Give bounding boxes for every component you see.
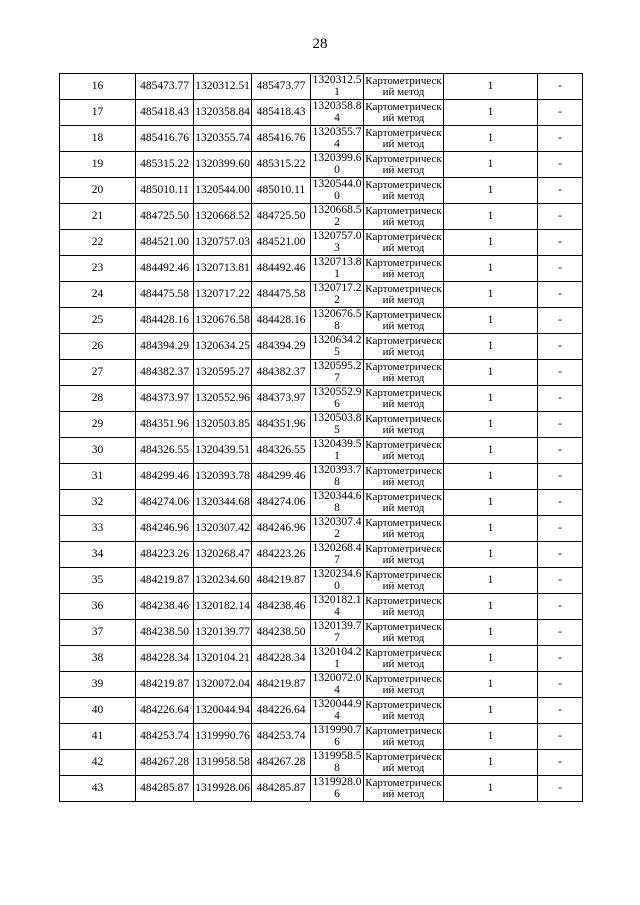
cell-x-new: 484475.58 — [252, 282, 311, 308]
cell-x-new: 485315.22 — [252, 152, 311, 178]
cell-x-new: 484219.87 — [252, 672, 311, 698]
cell-accuracy: 1 — [444, 698, 538, 724]
cell-x-existing: 484285.87 — [136, 776, 194, 802]
cell-x-new: 484326.55 — [252, 438, 311, 464]
cell-x-new: 484274.06 — [252, 490, 311, 516]
cell-y-new: 1320344.68 — [311, 490, 364, 516]
cell-y-existing: 1320595.27 — [194, 360, 252, 386]
cell-method: Картометрический метод — [365, 360, 442, 384]
cell-y-existing: 1319928.06 — [194, 776, 252, 802]
cell-method: Картометрический метод — [365, 646, 442, 670]
page-number: 28 — [312, 36, 328, 52]
cell-accuracy: 1 — [444, 282, 538, 308]
cell-accuracy: 1 — [444, 672, 538, 698]
cell-y-new: 1320268.47 — [311, 542, 364, 568]
cell-y-new: 1320713.81 — [311, 256, 364, 282]
cell-x-new: 484238.46 — [252, 594, 311, 620]
cell-x-existing: 485416.76 — [136, 126, 194, 152]
cell-y-existing: 1320399.60 — [194, 152, 252, 178]
cell-method: Картометрический метод — [365, 178, 442, 202]
cell-y-existing: 1320668.52 — [194, 204, 252, 230]
cell-method: Картометрический метод — [365, 256, 442, 280]
cell-y-new: 1320503.85 — [311, 412, 364, 438]
cell-x-new: 484223.26 — [252, 542, 311, 568]
cell-method: Картометрический метод — [365, 152, 442, 176]
table-row — [60, 490, 583, 516]
cell-accuracy: 1 — [444, 360, 538, 386]
cell-y-existing: 1319958.58 — [194, 750, 252, 776]
cell-x-new: 484228.34 — [252, 646, 311, 672]
cell-y-existing: 1320044.94 — [194, 698, 252, 724]
cell-point-number: 26 — [60, 334, 136, 360]
table-row — [60, 438, 583, 464]
cell-point-number: 27 — [60, 360, 136, 386]
cell-y-new: 1320634.25 — [311, 334, 364, 360]
cell-y-existing: 1320713.81 — [194, 256, 252, 282]
cell-method: Картометрический метод — [365, 724, 442, 748]
cell-method: Картометрический метод — [365, 412, 442, 436]
cell-x-existing: 485418.43 — [136, 100, 194, 126]
table-row — [60, 308, 583, 334]
cell-y-existing: 1320358.84 — [194, 100, 252, 126]
cell-x-new: 484492.46 — [252, 256, 311, 282]
cell-x-new: 484428.16 — [252, 308, 311, 334]
cell-accuracy: 1 — [444, 490, 538, 516]
table-row — [60, 542, 583, 568]
cell-y-existing: 1320717.22 — [194, 282, 252, 308]
cell-method: Картометрический метод — [365, 282, 442, 306]
cell-note: - — [538, 178, 583, 204]
cell-note: - — [538, 516, 583, 542]
cell-method: Картометрический метод — [365, 542, 442, 566]
cell-x-new: 484725.50 — [252, 204, 311, 230]
cell-y-existing: 1320234.60 — [194, 568, 252, 594]
cell-accuracy: 1 — [444, 204, 538, 230]
cell-x-existing: 484238.50 — [136, 620, 194, 646]
cell-method: Картометрический метод — [365, 230, 442, 254]
cell-point-number: 28 — [60, 386, 136, 412]
cell-x-existing: 484267.28 — [136, 750, 194, 776]
cell-y-existing: 1320634.25 — [194, 334, 252, 360]
cell-point-number: 16 — [60, 74, 136, 100]
cell-point-number: 22 — [60, 230, 136, 256]
cell-x-new: 484238.50 — [252, 620, 311, 646]
cell-note: - — [538, 204, 583, 230]
cell-note: - — [538, 646, 583, 672]
table-row — [60, 126, 583, 152]
cell-method: Картометрический метод — [365, 308, 442, 332]
cell-point-number: 38 — [60, 646, 136, 672]
cell-y-existing: 1320355.74 — [194, 126, 252, 152]
cell-x-existing: 484223.26 — [136, 542, 194, 568]
cell-point-number: 35 — [60, 568, 136, 594]
cell-x-existing: 484228.34 — [136, 646, 194, 672]
cell-point-number: 37 — [60, 620, 136, 646]
cell-note: - — [538, 724, 583, 750]
cell-point-number: 31 — [60, 464, 136, 490]
cell-note: - — [538, 464, 583, 490]
table-row — [60, 464, 583, 490]
cell-point-number: 18 — [60, 126, 136, 152]
cell-accuracy: 1 — [444, 100, 538, 126]
cell-accuracy: 1 — [444, 178, 538, 204]
cell-accuracy: 1 — [444, 776, 538, 802]
cell-x-new: 484351.96 — [252, 412, 311, 438]
cell-x-existing: 484382.37 — [136, 360, 194, 386]
table-row — [60, 100, 583, 126]
cell-x-existing: 484428.16 — [136, 308, 194, 334]
cell-method: Картометрический метод — [365, 464, 442, 488]
cell-y-new: 1320182.14 — [311, 594, 364, 620]
cell-y-existing: 1320268.47 — [194, 542, 252, 568]
cell-accuracy: 1 — [444, 256, 538, 282]
table-row — [60, 74, 583, 100]
cell-x-existing: 484521.00 — [136, 230, 194, 256]
cell-method: Картометрический метод — [365, 568, 442, 592]
cell-method: Картометрический метод — [365, 126, 442, 150]
cell-x-existing: 485473.77 — [136, 74, 194, 100]
table-row — [60, 724, 583, 750]
cell-y-existing: 1320182.14 — [194, 594, 252, 620]
cell-point-number: 19 — [60, 152, 136, 178]
cell-x-existing: 484253.74 — [136, 724, 194, 750]
cell-method: Картометрический метод — [365, 334, 442, 358]
cell-x-new: 485473.77 — [252, 74, 311, 100]
cell-x-existing: 484326.55 — [136, 438, 194, 464]
cell-note: - — [538, 386, 583, 412]
cell-accuracy: 1 — [444, 308, 538, 334]
cell-point-number: 36 — [60, 594, 136, 620]
cell-x-new: 485416.76 — [252, 126, 311, 152]
cell-note: - — [538, 308, 583, 334]
cell-accuracy: 1 — [444, 412, 538, 438]
table-row — [60, 516, 583, 542]
cell-y-new: 1319928.06 — [311, 776, 364, 802]
cell-x-new: 484394.29 — [252, 334, 311, 360]
cell-method: Картометрический метод — [365, 204, 442, 228]
cell-method: Картометрический метод — [365, 516, 442, 540]
cell-x-existing: 484238.46 — [136, 594, 194, 620]
cell-method: Картометрический метод — [365, 490, 442, 514]
cell-method: Картометрический метод — [365, 698, 442, 722]
cell-accuracy: 1 — [444, 74, 538, 100]
cell-x-existing: 484394.29 — [136, 334, 194, 360]
coordinates-table — [59, 73, 583, 802]
cell-point-number: 42 — [60, 750, 136, 776]
cell-method: Картометрический метод — [365, 100, 442, 124]
cell-accuracy: 1 — [444, 620, 538, 646]
cell-accuracy: 1 — [444, 646, 538, 672]
cell-y-existing: 1320104.21 — [194, 646, 252, 672]
cell-accuracy: 1 — [444, 568, 538, 594]
cell-method: Картометрический метод — [365, 386, 442, 410]
cell-point-number: 29 — [60, 412, 136, 438]
cell-y-new: 1320676.58 — [311, 308, 364, 334]
cell-x-new: 484267.28 — [252, 750, 311, 776]
cell-method: Картометрический метод — [365, 750, 442, 774]
table-row — [60, 568, 583, 594]
cell-point-number: 17 — [60, 100, 136, 126]
cell-accuracy: 1 — [444, 230, 538, 256]
cell-accuracy: 1 — [444, 750, 538, 776]
cell-y-existing: 1320503.85 — [194, 412, 252, 438]
cell-y-existing: 1320676.58 — [194, 308, 252, 334]
cell-point-number: 34 — [60, 542, 136, 568]
cell-note: - — [538, 74, 583, 100]
cell-y-existing: 1320344.68 — [194, 490, 252, 516]
cell-point-number: 23 — [60, 256, 136, 282]
cell-accuracy: 1 — [444, 594, 538, 620]
cell-x-new: 484246.96 — [252, 516, 311, 542]
table-row — [60, 152, 583, 178]
cell-y-new: 1320399.60 — [311, 152, 364, 178]
table-row — [60, 776, 583, 802]
cell-note: - — [538, 360, 583, 386]
cell-point-number: 24 — [60, 282, 136, 308]
table-row — [60, 282, 583, 308]
cell-y-new: 1320439.51 — [311, 438, 364, 464]
table-row — [60, 412, 583, 438]
cell-method: Картометрический метод — [365, 672, 442, 696]
cell-x-new: 485418.43 — [252, 100, 311, 126]
cell-x-new: 484299.46 — [252, 464, 311, 490]
cell-y-existing: 1319990.76 — [194, 724, 252, 750]
cell-note: - — [538, 568, 583, 594]
cell-accuracy: 1 — [444, 464, 538, 490]
cell-accuracy: 1 — [444, 516, 538, 542]
cell-x-existing: 484351.96 — [136, 412, 194, 438]
cell-x-existing: 484274.06 — [136, 490, 194, 516]
table-row — [60, 750, 583, 776]
cell-y-existing: 1320552.96 — [194, 386, 252, 412]
cell-y-existing: 1320312.51 — [194, 74, 252, 100]
cell-y-existing: 1320139.77 — [194, 620, 252, 646]
cell-x-existing: 484219.87 — [136, 568, 194, 594]
cell-y-new: 1320312.51 — [311, 74, 364, 100]
cell-method: Картометрический метод — [365, 620, 442, 644]
cell-point-number: 39 — [60, 672, 136, 698]
cell-x-new: 484521.00 — [252, 230, 311, 256]
cell-y-new: 1320044.94 — [311, 698, 364, 724]
cell-y-existing: 1320439.51 — [194, 438, 252, 464]
cell-x-existing: 484226.64 — [136, 698, 194, 724]
cell-note: - — [538, 620, 583, 646]
cell-y-existing: 1320072.04 — [194, 672, 252, 698]
cell-y-new: 1320355.74 — [311, 126, 364, 152]
table-row — [60, 620, 583, 646]
cell-x-new: 484253.74 — [252, 724, 311, 750]
cell-point-number: 33 — [60, 516, 136, 542]
cell-note: - — [538, 256, 583, 282]
cell-x-new: 485010.11 — [252, 178, 311, 204]
cell-note: - — [538, 334, 583, 360]
cell-point-number: 25 — [60, 308, 136, 334]
cell-y-new: 1320234.60 — [311, 568, 364, 594]
cell-y-new: 1320393.78 — [311, 464, 364, 490]
cell-point-number: 30 — [60, 438, 136, 464]
cell-note: - — [538, 542, 583, 568]
cell-y-new: 1320717.22 — [311, 282, 364, 308]
cell-y-new: 1320307.42 — [311, 516, 364, 542]
table-row — [60, 698, 583, 724]
cell-y-new: 1320552.96 — [311, 386, 364, 412]
table-row — [60, 256, 583, 282]
cell-note: - — [538, 126, 583, 152]
cell-x-existing: 484373.97 — [136, 386, 194, 412]
cell-accuracy: 1 — [444, 334, 538, 360]
cell-x-existing: 484219.87 — [136, 672, 194, 698]
cell-y-new: 1319958.58 — [311, 750, 364, 776]
cell-note: - — [538, 672, 583, 698]
cell-x-new: 484382.37 — [252, 360, 311, 386]
cell-y-new: 1320595.27 — [311, 360, 364, 386]
table-row — [60, 230, 583, 256]
cell-point-number: 41 — [60, 724, 136, 750]
cell-y-new: 1320668.52 — [311, 204, 364, 230]
table-row — [60, 360, 583, 386]
cell-note: - — [538, 776, 583, 802]
cell-y-existing: 1320307.42 — [194, 516, 252, 542]
cell-y-new: 1320104.21 — [311, 646, 364, 672]
cell-point-number: 32 — [60, 490, 136, 516]
cell-method: Картометрический метод — [365, 438, 442, 462]
cell-note: - — [538, 282, 583, 308]
cell-note: - — [538, 750, 583, 776]
cell-y-new: 1320544.00 — [311, 178, 364, 204]
cell-accuracy: 1 — [444, 126, 538, 152]
cell-x-new: 484373.97 — [252, 386, 311, 412]
cell-x-existing: 484475.58 — [136, 282, 194, 308]
table-row — [60, 594, 583, 620]
cell-x-new: 484226.64 — [252, 698, 311, 724]
table-row — [60, 178, 583, 204]
cell-note: - — [538, 698, 583, 724]
table-row — [60, 672, 583, 698]
cell-note: - — [538, 100, 583, 126]
cell-point-number: 40 — [60, 698, 136, 724]
table-row — [60, 646, 583, 672]
cell-note: - — [538, 152, 583, 178]
table-row — [60, 386, 583, 412]
cell-x-existing: 485315.22 — [136, 152, 194, 178]
cell-y-new: 1320139.77 — [311, 620, 364, 646]
coordinates-table-body — [60, 74, 583, 802]
cell-accuracy: 1 — [444, 386, 538, 412]
cell-method: Картометрический метод — [365, 74, 442, 98]
cell-x-existing: 485010.11 — [136, 178, 194, 204]
cell-y-new: 1319990.76 — [311, 724, 364, 750]
cell-x-existing: 484492.46 — [136, 256, 194, 282]
cell-accuracy: 1 — [444, 724, 538, 750]
cell-accuracy: 1 — [444, 152, 538, 178]
cell-accuracy: 1 — [444, 542, 538, 568]
cell-y-new: 1320358.84 — [311, 100, 364, 126]
cell-accuracy: 1 — [444, 438, 538, 464]
cell-method: Картометрический метод — [365, 776, 442, 800]
cell-y-existing: 1320544.00 — [194, 178, 252, 204]
cell-note: - — [538, 412, 583, 438]
table-row — [60, 204, 583, 230]
cell-method: Картометрический метод — [365, 594, 442, 618]
cell-x-new: 484285.87 — [252, 776, 311, 802]
cell-y-existing: 1320757.03 — [194, 230, 252, 256]
cell-y-existing: 1320393.78 — [194, 464, 252, 490]
cell-note: - — [538, 230, 583, 256]
cell-point-number: 21 — [60, 204, 136, 230]
cell-x-existing: 484246.96 — [136, 516, 194, 542]
cell-x-existing: 484299.46 — [136, 464, 194, 490]
table-row — [60, 334, 583, 360]
cell-y-new: 1320072.04 — [311, 672, 364, 698]
cell-note: - — [538, 438, 583, 464]
cell-y-new: 1320757.03 — [311, 230, 364, 256]
cell-point-number: 20 — [60, 178, 136, 204]
cell-note: - — [538, 594, 583, 620]
cell-x-existing: 484725.50 — [136, 204, 194, 230]
cell-x-new: 484219.87 — [252, 568, 311, 594]
cell-point-number: 43 — [60, 776, 136, 802]
cell-note: - — [538, 490, 583, 516]
